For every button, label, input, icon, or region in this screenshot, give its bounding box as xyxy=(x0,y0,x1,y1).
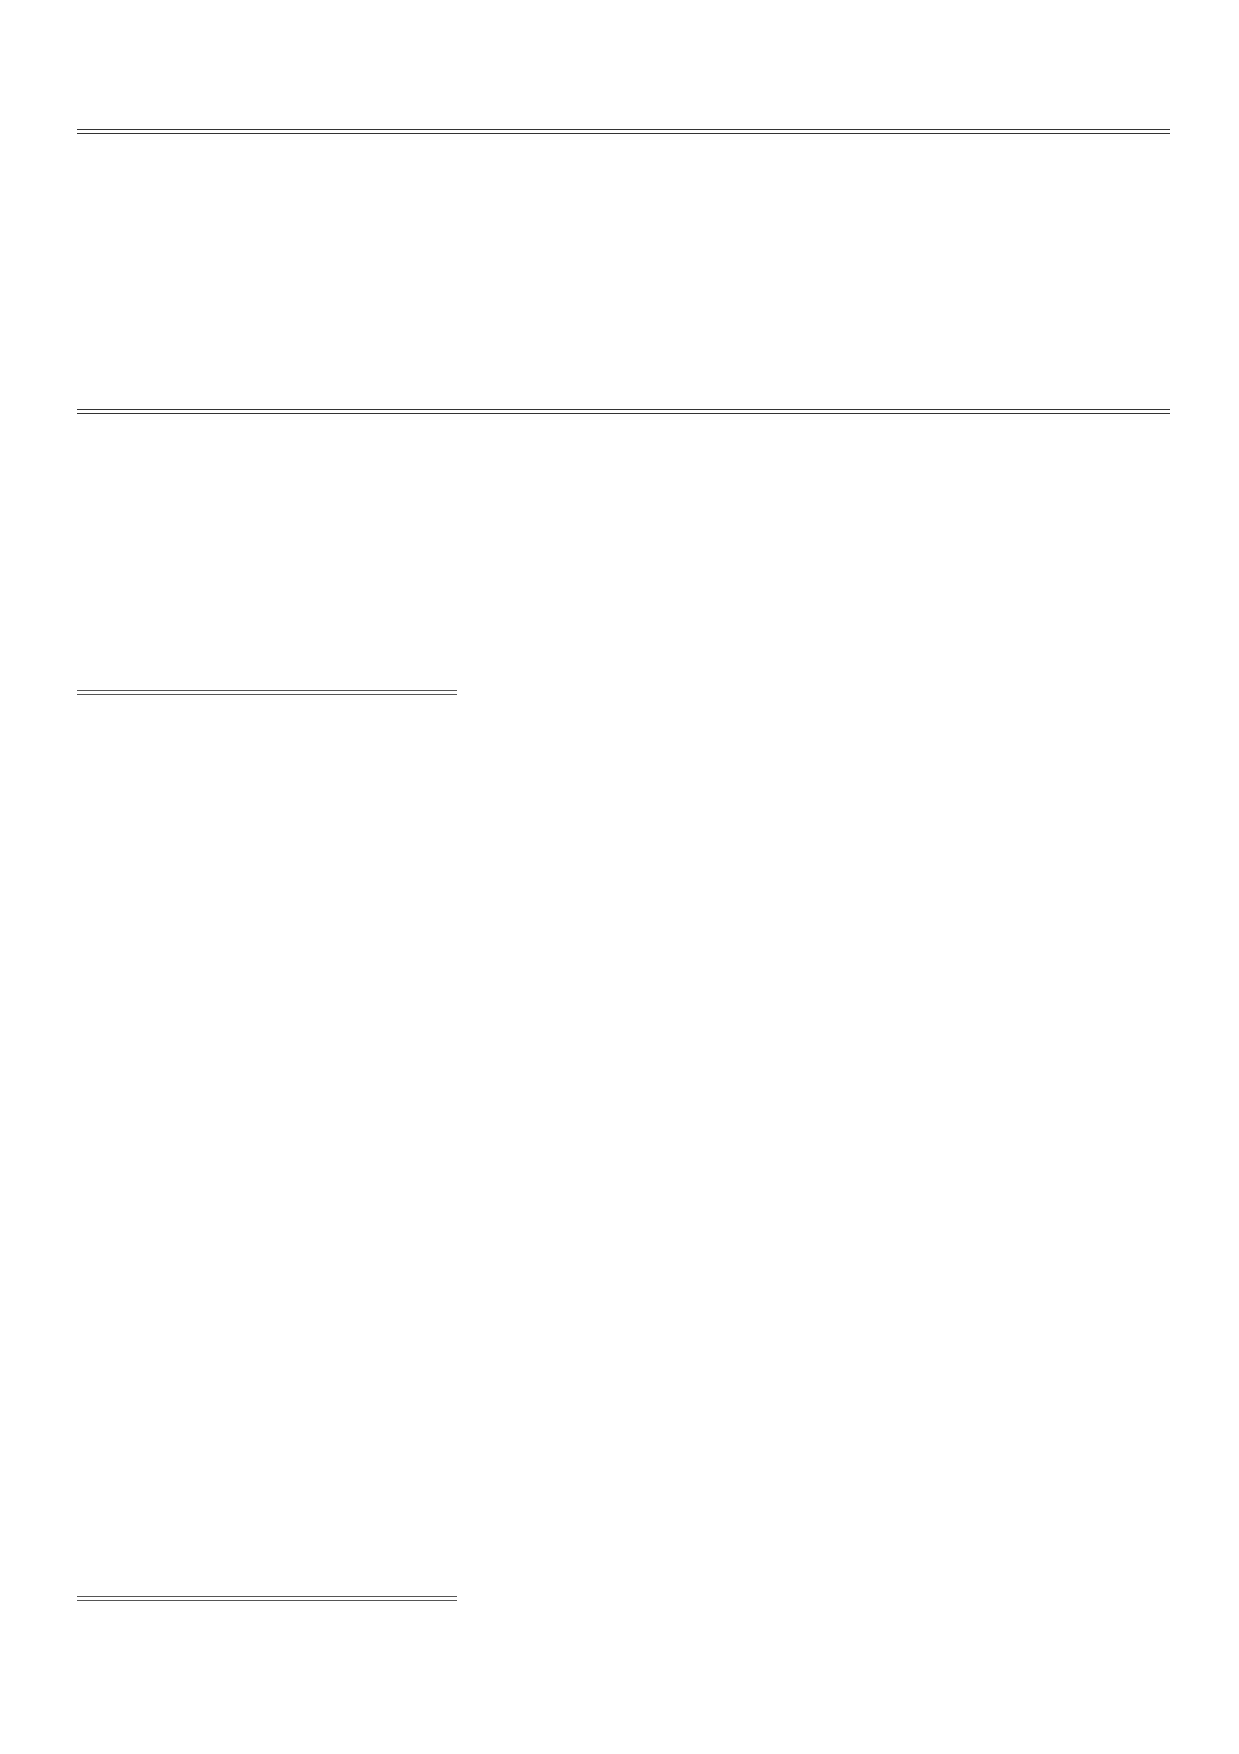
second-underline xyxy=(77,1596,457,1601)
